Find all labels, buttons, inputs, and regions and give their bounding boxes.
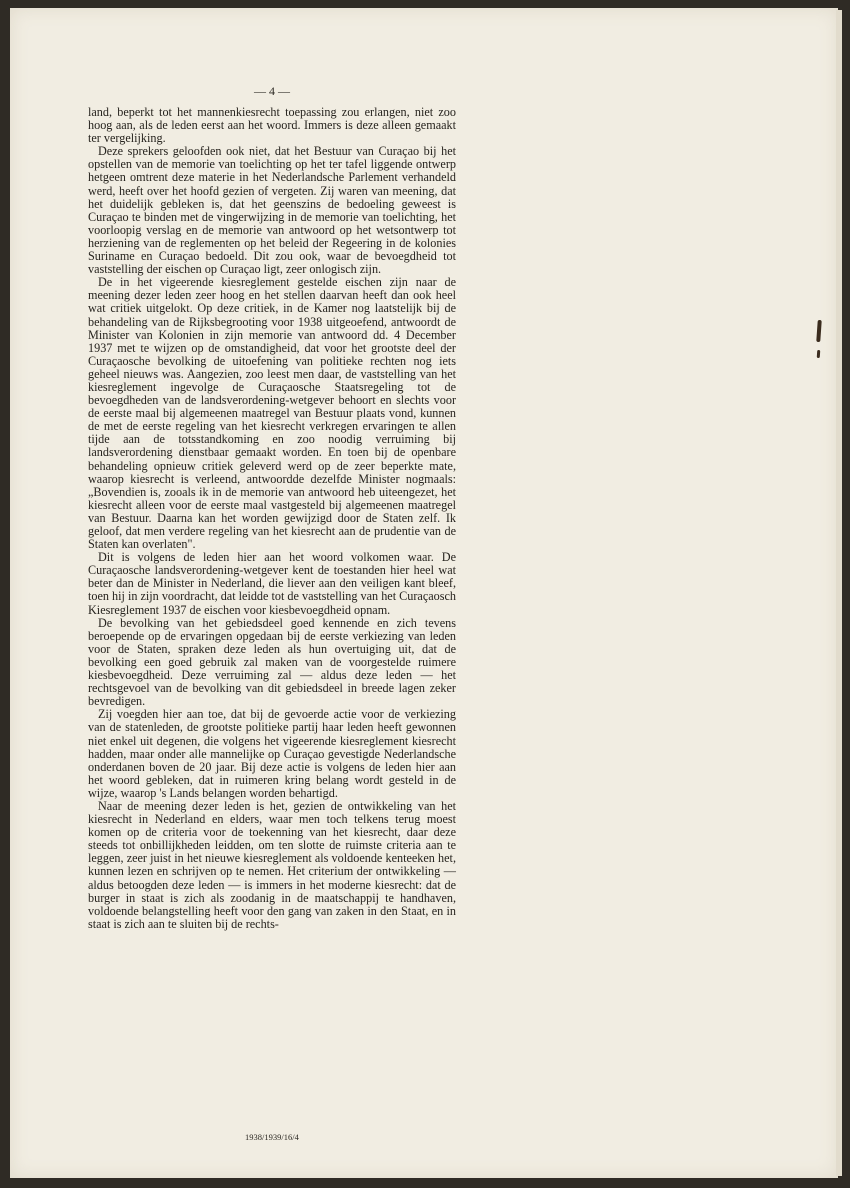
paragraph: Zij voegden hier aan toe, dat bij de gevoerde actie voor de verkiezing van de statenleden, de grootste politieke partij haar leden heeft gewonnen niet enkel uit degenen, die volgens het vigeerende kiesreglement kiesrecht hadden, maar onder alle mannelijke op Curaçao gevestigde Nederlandsche onderdanen boven de 20 jaar. Bij deze actie is volgens de leden hier aan het woord gebleken, dat in ruimeren kring belang wordt gesteld in de wijze, waarop 's Lands belangen worden behartigd. [88,707,456,800]
margin-ink-mark [817,350,821,358]
paragraph: De bevolking van het gebiedsdeel goed kennende en zich tevens beroepende op de ervaringen opgedaan bij de eerste verkiezing van leden voor de Staten, spraken deze leden als hun overtuiging uit, dat de bevolking een goed gebruik zal maken van de voorgestelde ruimere kiesbevoegdheid. Deze verruiming zal — aldus deze leden — het rechtsgevoel van de bevolking van dit gebiedsdeel in breede lagen zeker bevredigen. [88,615,456,709]
page-edge [836,10,842,1176]
paragraph: Dit is volgens de leden hier aan het woord volkomen waar. De Curaçaosche landsverordening-wetgever kent de toestanden hier heel wat beter dan de Minister in Nederland, die liever aan den veiligen kant bleef, toen hij in zijn voordracht, dat leidde tot de vaststelling van het Curaçaosch Kiesreglement 1937 de eischen voor kiesbevoegdheid opnam. [88,550,456,617]
paragraph: Naar de meening dezer leden is het, gezien de ontwikkeling van het kiesrecht in Nederland en elders, waar men toch telkens terug moest komen op de criteria voor de toekenning van het kiesrecht, daar deze steeds tot onbillijkheden leidden, om ten slotte de ruimste criteria aan te leggen, zeer juist in het nieuwe kiesreglement als voldoende kenteeken het, kunnen lezen en schrijven op te nemen. Het criterium der ontwikkeling — aldus betoogden deze leden — is immers in het moderne kiesrecht: dat de burger in staat is zich als zoodanig in de maatschappij te handhaven, voldoende belangstelling heeft voor den gang van zaken in den Staat, en in staat is zich aan te sluiten bij de rechts- [88,798,456,931]
paragraph: land, beperkt tot het mannenkiesrecht toepassing zou erlangen, niet zoo hoog aan, als de leden eerst aan het woord. Immers is deze alleen gemaakt ter vergelijking. [88,105,456,146]
text-column [88,106,456,931]
paragraph: Deze sprekers geloofden ook niet, dat het Bestuur van Curaçao bij het opstellen van de memorie van toelichting op het ter tafel liggende ontwerp hetgeen omtrent deze materie in het Nederlandsche Parlement verhandeld werd, heeft over het hoofd gezien of vergeten. Zij waren van meening, dat het duidelijk gebleken is, dat het geenszins de bedoeling geweest is Curaçao te binden met de vingerwijzing in de memorie van toelichting, het voorloopig verslag en de memorie van antwoord op het wetsontwerp tot herziening van de reglementen op het beleid der Regeering in de kolonies Suriname en Curaçao bedoeld. Dit zou ook, waar de bevoegdheid tot vaststelling der eischen op Curaçao ligt, zeer onlogisch zijn. [88,144,456,277]
paragraph: De in het vigeerende kiesreglement gestelde eischen zijn naar de meening dezer leden zeer hoog en het stellen daarvan heeft dan ook heel wat critiek uitgelokt. Op deze critiek, in de Kamer nog laatstelijk bij de behandeling van de Rijksbegrooting voor 1938 uitgeoefend, antwoordt de Minister van Kolonien in zijn memorie van antwoord dd. 4 December 1937 met te wijzen op de omstandigheid, dat voor het grootste deel der Curaçaosche bevolking de uitoefening van politieke rechten nog iets geheel nieuws was. Aangezien, zoo leest men daar, de vaststelling van het kiesreglement ingevolge de Curaçaosche Staatsregeling tot de bevoegdheden van de landsverordening-wetgever behoort en slechts voor de eerste maal bij algemeenen maatregel van Bestuur plaats vond, kunnen de met de eerste regeling van het kiesrecht verkregen ervaringen te allen tijde aan de totsstandkoming en zoo noodig verruiming bij landsverordening dienstbaar gemaakt worden. En toen bij de openbare behandeling opnieuw critiek geleverd werd op de zeer beperkte mate, waarop kiesrecht is verleend, antwoordde dezelfde Minister nogmaals: „Bovendien is, zooals ik in de memorie van antwoord heb uiteengezet, het kiesrecht alleen voor de eerste maal vastgesteld bij algemeenen maatregel van Bestuur. Daarna kan het worden gewijzigd door de Staten zelf. Ik geloof, dat men verdere regeling van het kiesrecht aan de prudentie van de Staten kan overlaten". [88,275,456,552]
page-number: — 4 — [254,84,290,98]
document-reference: 1938/1939/16/4 [245,1132,299,1142]
